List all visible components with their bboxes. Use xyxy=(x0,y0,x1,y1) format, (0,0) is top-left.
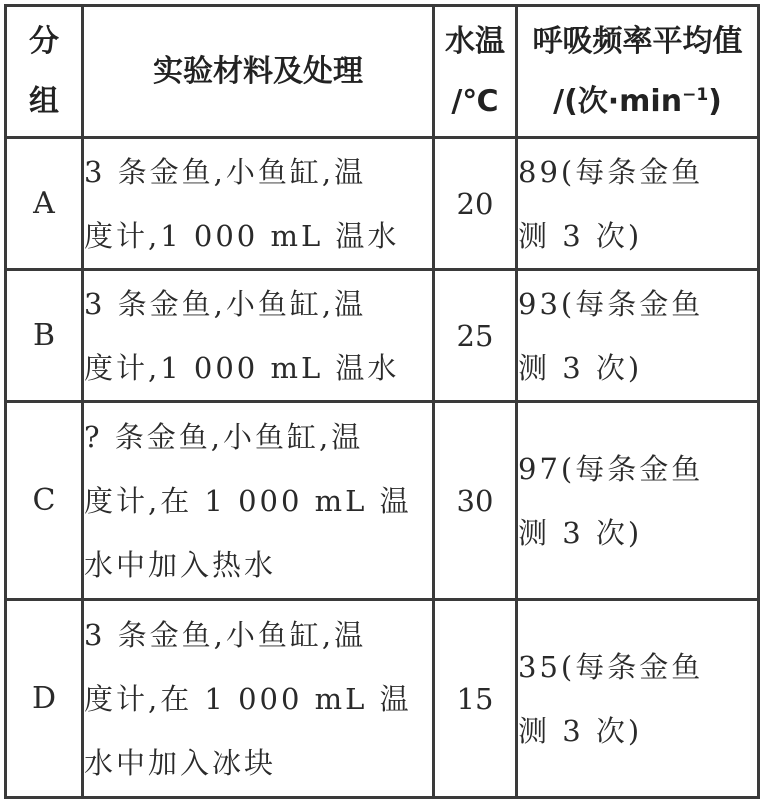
header-rate-line-2 xyxy=(518,72,757,132)
header-group-line-1: 分 xyxy=(29,23,59,59)
temperature-cell: 30 xyxy=(434,402,517,600)
rate-cell xyxy=(517,402,759,600)
material-cell xyxy=(83,600,434,798)
header-temperature-line-2: /℃ xyxy=(451,83,499,119)
rate-line: 97(每条金鱼 xyxy=(518,451,704,486)
header-temperature xyxy=(434,6,517,138)
header-rate-exponent: −1 xyxy=(682,84,709,105)
material-line: 度计,1 000 mL 温水 xyxy=(84,218,400,253)
temperature-cell: 20 xyxy=(434,138,517,270)
group-cell: C xyxy=(6,402,83,600)
table-row xyxy=(6,138,759,270)
rate-line: 35(每条金鱼 xyxy=(518,649,704,684)
table-row xyxy=(6,600,759,798)
experiment-table xyxy=(4,4,760,799)
material-line: 水中加入冰块 xyxy=(84,745,277,780)
rate-line: 测 3 次) xyxy=(518,218,643,253)
material-line: 度计,在 1 000 mL 温 xyxy=(84,483,412,518)
rate-cell xyxy=(517,270,759,402)
material-line: 3 条金鱼,小鱼缸,温 xyxy=(84,154,367,189)
header-material: 实验材料及处理 xyxy=(83,6,434,138)
header-group-line-2: 组 xyxy=(29,83,59,119)
header-rate-close: ) xyxy=(708,83,722,119)
header-group xyxy=(6,6,83,138)
header-rate xyxy=(517,6,759,138)
material-line: 度计,1 000 mL 温水 xyxy=(84,350,400,385)
group-cell: B xyxy=(6,270,83,402)
rate-line: 测 3 次) xyxy=(518,515,643,550)
rate-cell xyxy=(517,138,759,270)
material-cell xyxy=(83,270,434,402)
rate-line: 89(每条金鱼 xyxy=(518,154,704,189)
material-line: 3 条金鱼,小鱼缸,温 xyxy=(84,617,367,652)
header-row xyxy=(6,6,759,138)
header-temperature-line-1: 水温 xyxy=(445,23,505,59)
header-rate-line-1: 呼吸频率平均值 xyxy=(532,23,743,59)
material-line: ? 条金鱼,小鱼缸,温 xyxy=(84,419,364,454)
temperature-cell: 15 xyxy=(434,600,517,798)
temperature-cell: 25 xyxy=(434,270,517,402)
material-line: 度计,在 1 000 mL 温 xyxy=(84,681,412,716)
material-cell xyxy=(83,138,434,270)
rate-line: 93(每条金鱼 xyxy=(518,286,704,321)
rate-line: 测 3 次) xyxy=(518,713,643,748)
table-row xyxy=(6,402,759,600)
group-cell: D xyxy=(6,600,83,798)
rate-cell xyxy=(517,600,759,798)
table-row xyxy=(6,270,759,402)
material-line: 3 条金鱼,小鱼缸,温 xyxy=(84,286,367,321)
group-cell: A xyxy=(6,138,83,270)
rate-line: 测 3 次) xyxy=(518,350,643,385)
material-line: 水中加入热水 xyxy=(84,547,277,582)
header-rate-unit: /(次·min xyxy=(553,83,683,119)
material-cell xyxy=(83,402,434,600)
